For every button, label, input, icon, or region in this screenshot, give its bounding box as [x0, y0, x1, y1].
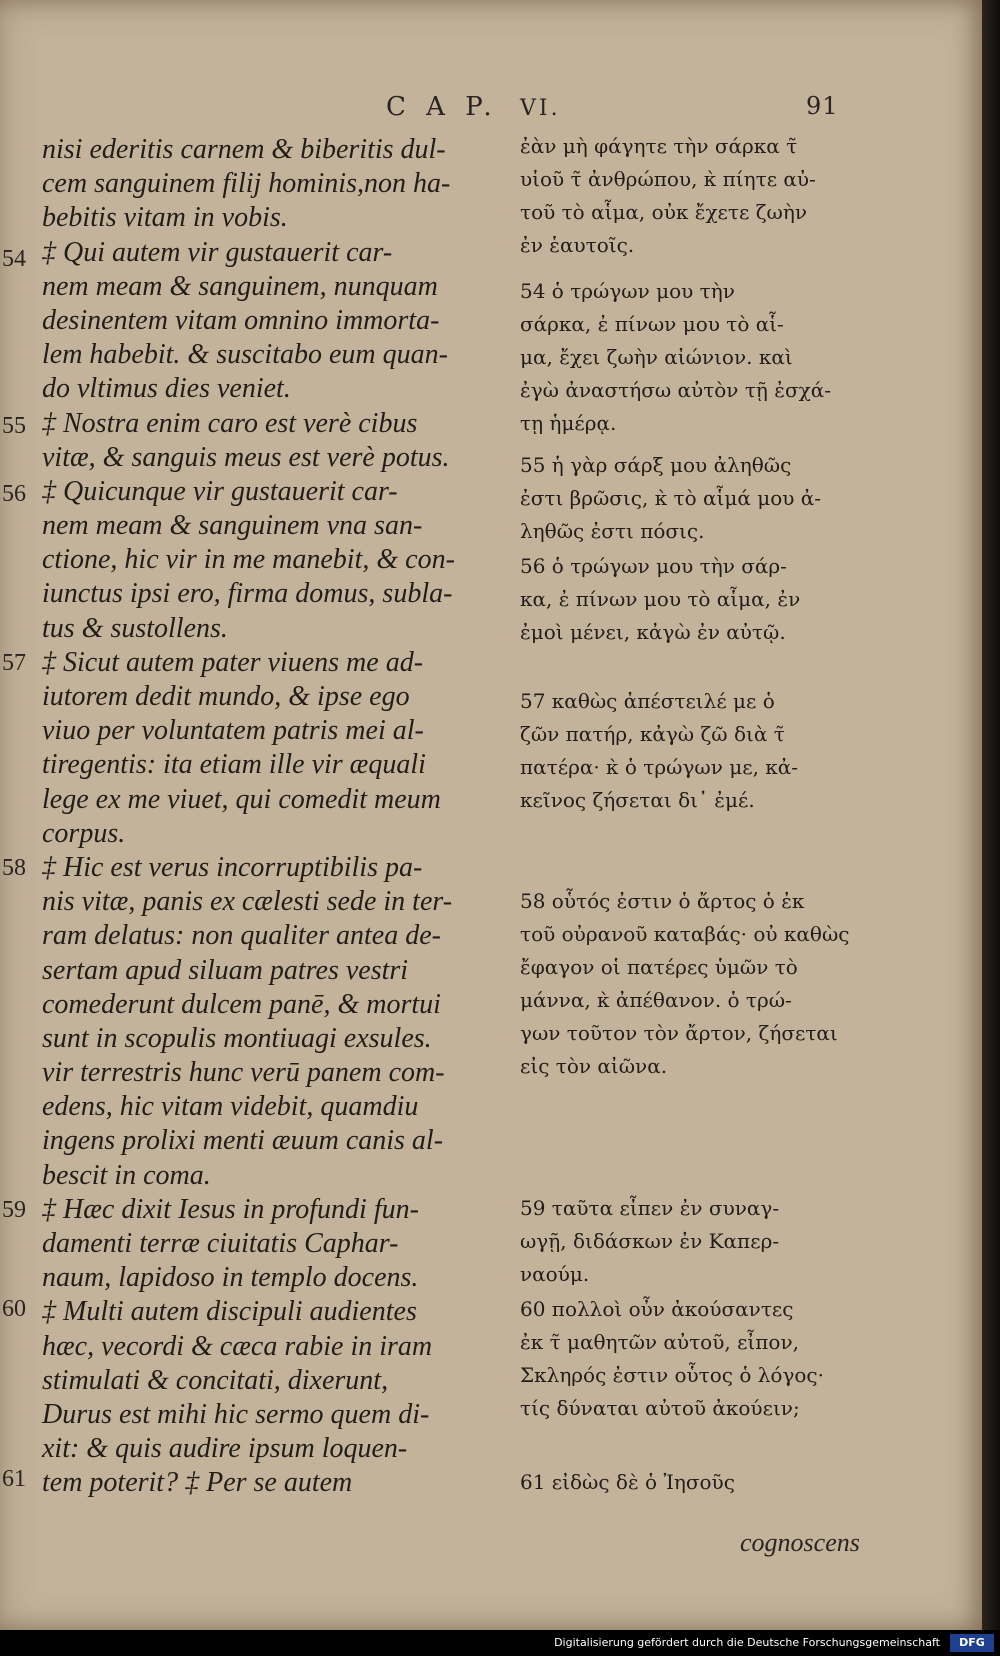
greek-line: τῃ ἡμέρᾳ.: [520, 411, 617, 435]
latin-line: vitæ, & sanguis meus est verè potus.: [42, 441, 450, 473]
latin-line: hæc, vecordi & cæca rabie in iram: [42, 1330, 433, 1362]
latin-line: nem meam & sanguinem vna san-: [42, 510, 423, 542]
latin-line: ‡ Qui autem vir gustauerit car-: [42, 236, 393, 268]
greek-line: τίς δύναται αὐτοῦ ἀκούειν;: [520, 1396, 800, 1420]
greek-line: 56 ὁ τρώγων μου τὴν σάρ-: [520, 554, 787, 578]
latin-line: comederunt dulcem panē, & mortui: [42, 988, 441, 1020]
latin-line: ‡ Sicut autem pater viuens me ad-: [42, 646, 424, 678]
latin-line: desinentem vitam omnino immorta-: [42, 304, 440, 336]
latin-line: ram delatus: non qualiter antea de-: [42, 920, 441, 952]
greek-line: ἐμοὶ μένει, κἀγὼ ἐν αὐτῷ.: [520, 620, 786, 644]
greek-line: 61 εἰδὼς δὲ ὁ Ἰησοῦς: [520, 1470, 735, 1494]
footer-bar: [0, 1630, 1000, 1656]
verse-number: 58: [2, 855, 26, 881]
greek-block: [520, 550, 870, 649]
latin-line: naum, lapidoso in templo docens.: [42, 1262, 419, 1294]
greek-line: 55 ἡ γὰρ σάρξ μου ἀληθῶς: [520, 453, 792, 477]
latin-line: tem poterit? ‡ Per se autem: [42, 1467, 353, 1499]
latin-line: ‡ Multi autem discipuli audientes: [42, 1296, 417, 1328]
greek-block: [520, 275, 870, 440]
greek-line: εἰς τὸν αἰῶνα.: [520, 1054, 668, 1078]
greek-line: ἐὰν μὴ φάγητε τὴν σάρκα τ̃: [520, 134, 798, 158]
latin-line: sunt in scopulis montiuagi exsules.: [42, 1022, 432, 1054]
latin-line: ‡ Quicunque vir gustauerit car-: [42, 475, 398, 507]
greek-line: ζῶν πατήρ, κἀγὼ ζῶ διὰ τ̃: [520, 722, 785, 746]
latin-line: damenti terræ ciuitatis Caphar-: [42, 1228, 399, 1259]
latin-line: tiregentis: ita etiam ille vir æquali: [42, 749, 426, 781]
greek-line: μάννα, κ̀ ἀπέθανον. ὁ τρώ-: [520, 988, 792, 1012]
greek-line: 60 πολλοὶ οὖν ἀκούσαντες: [520, 1297, 794, 1321]
greek-line: 54 ὁ τρώγων μου τὴν: [520, 279, 735, 303]
greek-line: ωγῇ, διδάσκων ἐν Καπερ-: [520, 1229, 780, 1253]
greek-line: 58 οὗτός ἐστιν ὁ ἄρτος ὁ ἐκ: [520, 889, 805, 913]
greek-line: ἐστι βρῶσις, κ̀ τὸ αἷμά μου ἀ-: [520, 486, 822, 510]
greek-block: [520, 685, 870, 817]
greek-line: κα, ἐ πίνων μου τὸ αἷμα, ἐν: [520, 587, 801, 611]
greek-line: γων τοῦτον τὸν ἄρτον, ζήσεται: [520, 1021, 838, 1045]
greek-block: [520, 1466, 870, 1499]
greek-line: ἐγὼ ἀναστήσω αὐτὸν τῇ ἐσχά-: [520, 378, 831, 402]
latin-line: ‡ Nostra enim caro est verè cibus: [42, 407, 418, 439]
latin-line: bescit in coma.: [42, 1159, 211, 1191]
latin-line: lem habebit. & suscitabo eum quan-: [42, 339, 448, 371]
greek-block: [520, 885, 870, 1083]
latin-line: bebitis vitam in vobis.: [42, 202, 288, 234]
verse-number: 54: [2, 246, 26, 272]
dfg-logo: DFG: [950, 1634, 994, 1652]
greek-block: [520, 1293, 870, 1425]
latin-line: lege ex me viuet, qui comedit meum: [42, 783, 441, 815]
greek-line: ληθῶς ἐστι πόσις.: [520, 519, 705, 543]
greek-line: ἐν ἑαυτοῖς.: [520, 233, 635, 257]
latin-line: iutorem dedit mundo, & ipse ego: [42, 681, 410, 712]
verse-number: 57: [2, 650, 26, 676]
latin-line: viuo per voluntatem patris mei al-: [42, 715, 424, 747]
greek-line: πατέρα· κ̀ ὁ τρώγων με, κἀ-: [520, 755, 799, 779]
verse-number: 55: [2, 413, 26, 439]
verse-number: 60: [2, 1296, 26, 1322]
latin-line: nem meam & sanguinem, nunquam: [42, 270, 438, 302]
greek-line: τοῦ οὐρανοῦ καταβάς· οὐ καθὼς: [520, 922, 850, 946]
latin-line: ‡ Hic est verus incorruptibilis pa-: [42, 851, 423, 883]
latin-line: edens, hic vitam videbit, quamdiu: [42, 1091, 419, 1123]
verse-number: 56: [2, 481, 26, 507]
running-head-chapter: C A P.: [386, 92, 498, 122]
latin-line: ‡ Hæc dixit Iesus in profundi fun-: [42, 1193, 419, 1225]
latin-line: cem sanguinem filij hominis,non ha-: [42, 168, 451, 200]
running-head-chapter-number: VI.: [520, 96, 561, 121]
greek-block: [520, 449, 870, 548]
greek-line: Σκληρός ἐστιν οὗτος ὁ λόγος·: [520, 1363, 824, 1387]
greek-line: μα, ἔχει ζωὴν αἰώνιον. καὶ: [520, 345, 793, 369]
latin-line: nis vitæ, panis ex cælesti sede in ter-: [42, 886, 453, 918]
latin-line: sertam apud siluam patres vestri: [42, 954, 409, 986]
latin-line: nisi ederitis carnem & biberitis dul-: [42, 134, 446, 165]
greek-block: [520, 1192, 870, 1291]
page-number: 91: [806, 92, 839, 120]
greek-line: 57 καθὼς ἀπέστειλέ με ὁ: [520, 689, 775, 713]
footer-credit: Digitalisierung gefördert durch die Deutsche Forschungsgemeinschaft: [554, 1636, 940, 1649]
verse-number: 61: [2, 1466, 26, 1492]
greek-line: ἐκ τ̃ μαθητῶν αὐτοῦ, εἶπον,: [520, 1330, 799, 1354]
latin-line: Durus est mihi hic sermo quem di-: [42, 1398, 430, 1430]
catchword: cognoscens: [740, 1528, 860, 1557]
greek-line: ἔφαγον οἱ πατέρες ὑμῶν τὸ: [520, 955, 798, 979]
greek-line: σάρκα, ἐ πίνων μου τὸ αἷ-: [520, 312, 784, 336]
greek-line: υἱοῦ τ̃ ἀνθρώπου, κ̀ πίητε αὐ-: [520, 167, 816, 191]
greek-line: ναούμ.: [520, 1262, 590, 1286]
latin-line: xit: & quis audire ipsum loquen-: [42, 1433, 408, 1465]
latin-line: iunctus ipsi ero, firma domus, subla-: [42, 578, 453, 610]
greek-line: κεῖνος ζήσεται δι᾽ ἐμέ.: [520, 788, 755, 812]
page-edge-shadow: [982, 0, 1000, 1630]
greek-line: τοῦ τὸ αἷμα, οὐκ ἔχετε ζωὴν: [520, 200, 807, 224]
latin-line: tus & sustollens.: [42, 612, 228, 644]
verse-number: 59: [2, 1197, 26, 1223]
latin-line: ctione, hic vir in me manebit, & con-: [42, 544, 455, 576]
greek-block: [520, 130, 870, 262]
latin-line: vir terrestris hunc verū panem com-: [42, 1057, 445, 1089]
latin-line: ingens prolixi menti æuum canis al-: [42, 1125, 444, 1157]
latin-line: do vltimus dies veniet.: [42, 373, 291, 405]
latin-column: [42, 133, 498, 1501]
greek-line: 59 ταῦτα εἶπεν ἐν συναγ-: [520, 1196, 780, 1220]
latin-line: corpus.: [42, 817, 126, 849]
latin-line: stimulati & concitati, dixerunt,: [42, 1364, 389, 1396]
